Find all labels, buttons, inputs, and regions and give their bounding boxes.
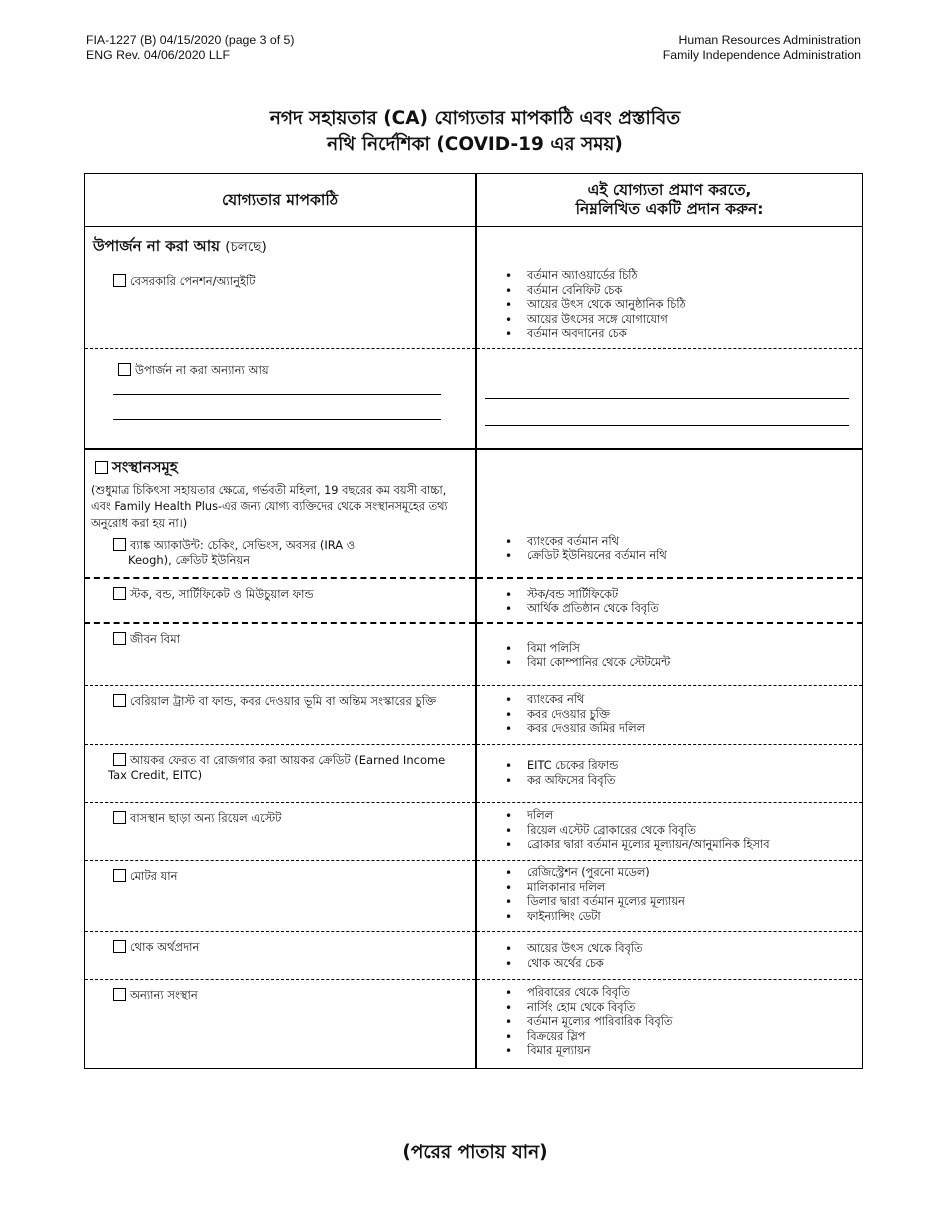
document-list <box>477 535 862 564</box>
list-item: • বিমা কোম্পানির থেকে স্টেটমেন্ট <box>505 656 862 671</box>
criteria-label: বেরিয়াল ট্রাস্ট বা ফান্ড, কবর দেওয়ার ভূমি বা অন্তিম সংস্কারের চুক্তি <box>130 694 437 708</box>
list-item: • কবর দেওয়ার জমির দলিল <box>505 722 862 737</box>
list-item: • বর্তমান বেনিফিট চেক <box>505 284 862 299</box>
criteria-cell <box>85 803 477 861</box>
checkbox[interactable] <box>118 363 131 376</box>
table-header-row <box>85 174 863 227</box>
col-documents-header-line2: নিম্নলিখিত একটি প্রদান করুন: <box>575 200 764 218</box>
documents-cell <box>476 449 863 578</box>
criteria-cell <box>85 745 477 803</box>
documents-cell <box>476 932 863 980</box>
criteria-item <box>113 587 475 602</box>
checkbox[interactable] <box>95 461 108 474</box>
form-header-right <box>663 33 861 62</box>
table-row-real-estate <box>85 803 863 861</box>
criteria-item <box>113 940 475 955</box>
checkbox[interactable] <box>113 274 126 287</box>
criteria-item <box>113 538 475 568</box>
documents-cell <box>476 578 863 623</box>
criteria-label: অন্যান্য সংস্থান <box>130 988 198 1002</box>
table-row-stocks <box>85 578 863 623</box>
criteria-cell <box>85 449 477 578</box>
list-item: • EITC চেকের রিফান্ড <box>505 759 862 774</box>
list-item: • আয়ের উৎস থেকে আনুষ্ঠানিক চিঠি <box>505 298 862 313</box>
blank-line[interactable] <box>485 398 849 399</box>
resources-title: সংস্থানসমূহ <box>112 457 178 476</box>
list-item: • কবর দেওয়ার চুক্তি <box>505 708 862 723</box>
list-item: • কর অফিসের বিবৃতি <box>505 774 862 789</box>
table-row-pension <box>85 227 863 349</box>
criteria-label: মোটর যান <box>130 869 178 883</box>
list-item: • ব্যাংকের নথি <box>505 693 862 708</box>
title-line-2: নথি নির্দেশিকা (COVID-19 এর সময়) <box>327 134 623 155</box>
table-row-lump-sum <box>85 932 863 980</box>
documents-cell <box>476 745 863 803</box>
form-id: FIA-1227 (B) 04/15/2020 (page 3 of 5) <box>86 33 295 47</box>
checkbox[interactable] <box>113 869 126 882</box>
checkbox[interactable] <box>113 538 126 551</box>
list-item: • ব্যাংকের বর্তমান নথি <box>505 535 862 550</box>
document-list <box>477 693 862 737</box>
checkbox[interactable] <box>113 694 126 707</box>
section-unearned-income <box>93 235 475 260</box>
criteria-cell <box>85 980 477 1069</box>
table-row-other-income <box>85 349 863 449</box>
table-row-motor-vehicle <box>85 861 863 932</box>
criteria-cell <box>85 349 477 449</box>
table-row-burial <box>85 686 863 745</box>
criteria-item <box>113 811 475 826</box>
criteria-cell <box>85 623 477 686</box>
criteria-label: উপার্জন না করা অন্যান্য আয় <box>135 363 269 377</box>
col-criteria-header: যোগ্যতার মাপকাঠি <box>85 174 477 227</box>
list-item: • ব্রোকার দ্বারা বর্তমান মূল্যের মূল্যায়ন/আনুমানিক হিসাব <box>505 838 862 853</box>
section-resources <box>95 456 475 481</box>
criteria-cell <box>85 227 477 349</box>
criteria-item <box>113 988 475 1003</box>
criteria-label-cont: Tax Credit, EITC) <box>108 768 203 782</box>
document-list <box>477 269 862 342</box>
criteria-label-cont: Keogh), ক্রেডিট ইউনিয়ন <box>128 553 251 567</box>
unearned-title-suffix: (চলছে) <box>225 239 267 255</box>
list-item: • আয়ের উৎসের সঙ্গে যোগাযোগ <box>505 313 862 328</box>
documents-cell <box>476 686 863 745</box>
list-item: • ক্রেডিট ইউনিয়নের বর্তমান নথি <box>505 549 862 564</box>
col-documents-header-line1: এই যোগ্যতা প্রমাণ করতে, <box>587 181 752 199</box>
list-item: • বর্তমান মূল্যের পারিবারিক বিবৃতি <box>505 1015 862 1030</box>
checkbox[interactable] <box>113 753 126 766</box>
resources-note: (শুধুমাত্র চিকিৎসা সহায়তার ক্ষেত্রে, গর্ভবতী মহিলা, 19 বছরের কম বয়সী বাচ্চা, এবং Family Health Plus-এর জন্য যোগ্য ব্যক্তিদের থেকে সংস্থানসমূহের তথ্য অনুরোধ করা হয় না।) <box>91 483 448 530</box>
unearned-title: উপার্জন না করা আয় <box>93 237 220 255</box>
checkbox[interactable] <box>113 940 126 953</box>
list-item: • ডিলার দ্বারা বর্তমান মূল্যের মূল্যায়ন <box>505 895 862 910</box>
list-item: • আয়ের উৎস থেকে বিবৃতি <box>505 942 862 957</box>
list-item: • নার্সিং হোম থেকে বিবৃতি <box>505 1001 862 1016</box>
criteria-item <box>113 869 475 884</box>
form-header-left <box>86 33 295 62</box>
criteria-item <box>113 632 475 647</box>
list-item: • বিমার মূল্যায়ন <box>505 1044 862 1059</box>
criteria-label: জীবন বিমা <box>130 631 180 646</box>
blank-line[interactable] <box>113 419 441 420</box>
criteria-item <box>118 363 475 378</box>
criteria-item <box>108 753 475 783</box>
col-documents-header <box>476 174 863 227</box>
documents-cell <box>476 227 863 349</box>
documents-cell <box>476 349 863 449</box>
document-list <box>477 642 862 671</box>
list-item: • রেজিস্ট্রেশন (পুরনো মডেল) <box>505 866 862 881</box>
documents-cell <box>476 861 863 932</box>
checkbox[interactable] <box>113 988 126 1001</box>
document-list <box>477 986 862 1059</box>
criteria-cell <box>85 578 477 623</box>
eligibility-table <box>84 173 863 1069</box>
list-item: • পরিবারের থেকে বিবৃতি <box>505 986 862 1001</box>
table-row-other-resources <box>85 980 863 1069</box>
list-item: • বর্তমান অ্যাওয়ার্ডের চিঠি <box>505 269 862 284</box>
documents-cell <box>476 803 863 861</box>
list-item: • বর্তমান অবদানের চেক <box>505 327 862 342</box>
agency-name: Human Resources Administration <box>678 33 861 47</box>
criteria-label: স্টক, বন্ড, সার্টিফিকেট ও মিউচুয়াল ফান্ড <box>130 586 314 601</box>
title-line-1: নগদ সহায়তার (CA) যোগ্যতার মাপকাঠি এবং প্রস্তাবিত <box>269 108 681 129</box>
criteria-label: আয়কর ফেরত বা রোজগার করা আয়কর ক্রেডিট (Earned Income <box>130 753 446 767</box>
list-item: • স্টক/বন্ড সার্টিফিকেট <box>505 588 862 603</box>
documents-cell <box>476 623 863 686</box>
criteria-cell <box>85 686 477 745</box>
criteria-item <box>113 274 475 289</box>
list-item: • ফাইন্যান্সিং ডেটা <box>505 910 862 925</box>
criteria-label: ব্যাঙ্ক অ্যাকাউন্ট: চেকিং, সেভিংস, অবসর (IRA ও <box>130 538 356 552</box>
checkbox[interactable] <box>113 811 126 824</box>
document-list <box>477 942 862 971</box>
table-row-bank <box>85 449 863 578</box>
list-item: • থোক অর্থের চেক <box>505 957 862 972</box>
list-item: • রিয়েল এস্টেট ব্রোকারের থেকে বিবৃতি <box>505 824 862 839</box>
form-revision: ENG Rev. 04/06/2020 LLF <box>86 47 231 62</box>
list-item: • বিক্রয়ের স্লিপ <box>505 1030 862 1045</box>
table-row-life-insurance <box>85 623 863 686</box>
continue-note: (পরের পাতায় যান) <box>402 1142 548 1163</box>
checkbox[interactable] <box>113 587 126 600</box>
list-item: • দলিল <box>505 809 862 824</box>
criteria-label: বাসস্থান ছাড়া অন্য রিয়েল এস্টেট <box>130 811 282 825</box>
criteria-label: থোক অর্থপ্রদান <box>130 940 200 954</box>
document-list <box>477 759 862 788</box>
criteria-label: বেসরকারি পেনশন/অ্যানুইটি <box>130 274 256 288</box>
document-list <box>477 809 862 853</box>
documents-cell <box>476 980 863 1069</box>
table-row-tax-refund <box>85 745 863 803</box>
list-item: • মালিকানার দলিল <box>505 881 862 896</box>
criteria-cell <box>85 861 477 932</box>
blank-line[interactable] <box>113 394 441 395</box>
criteria-cell <box>85 932 477 980</box>
list-item: • বিমা পলিসি <box>505 642 862 657</box>
list-item: • আর্থিক প্রতিষ্ঠান থেকে বিবৃতি <box>505 602 862 617</box>
page-title <box>0 106 950 158</box>
document-list <box>477 588 862 617</box>
division-name: Family Independence Administration <box>662 47 861 62</box>
checkbox[interactable] <box>113 632 126 645</box>
blank-line[interactable] <box>485 425 849 426</box>
document-list <box>477 866 862 924</box>
criteria-item <box>113 694 475 709</box>
